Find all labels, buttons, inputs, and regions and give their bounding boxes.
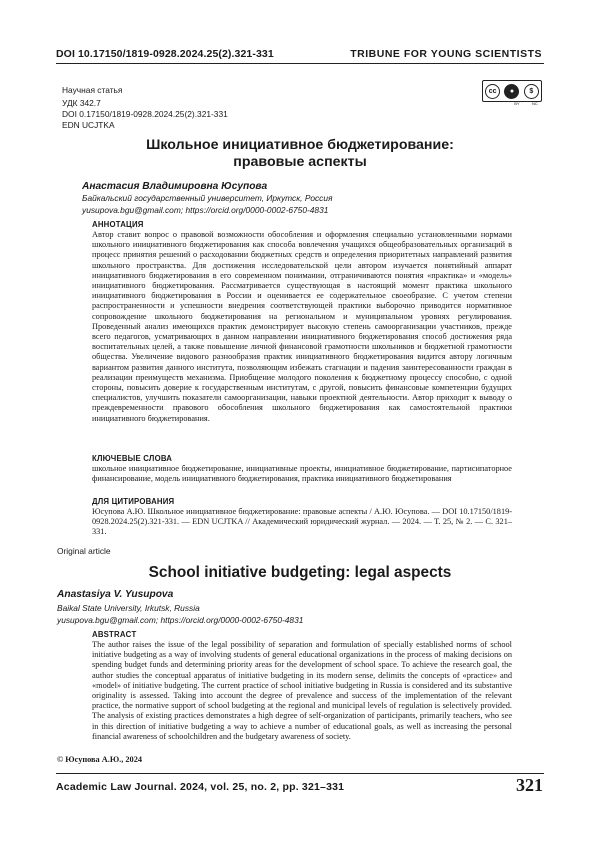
author-contact-ru[interactable]: yusupova.bgu@gmail.com; https://orcid.org/0000-0002-6750-4831 <box>82 205 329 215</box>
edn-code: EDN UCJTKA <box>62 120 115 130</box>
author-name-en: Anastasiya V. Yusupova <box>57 589 174 600</box>
author-affiliation-ru: Байкальский государственный университет, Иркутск, Россия <box>82 193 333 203</box>
header-rule <box>56 63 544 64</box>
footer-rule <box>56 773 544 774</box>
meta-doi: DOI 0.17150/1819-0928.2024.25(2).321-331 <box>62 109 228 119</box>
abstract-text-ru: Автор ставит вопрос о правовой возможности обособления и оформления специально установленными нормами школьного инициативного бюджетирования как способа вовлечения учащихся общеобразовательных организаций в процесс принятия решений о расходовании бюджетных средств и определения приоритетных направлений развития школьного пространства. Для достижения исследовательской цели автором изучается понятийный аппарат инициативного бюджетирования в его современном понимании, отграничиваются понятия «практика» и «модель» инициативного бюджетирования. Рассматривается существующая в настоящий момент практика школьного инициативного бюджетирования в России и оценивается ее содержательное своеобразие. С учетом степени распространенности и успешности внедрения соответствующей практики выборочно приводится нормативное сопровождение школьного бюджетирования на региональном и муниципальном уровнях регулирования. Проведенный анализ имеющихся практик демонстрирует высокую степень самоорганизации участников, прежде всего педагогов, усматривающих в данном направлении инициативного бюджетирования способ достижения ряда воспитательных целей, а также повышение личной финансовой грамотности школьников и бюджетной грамотности общества. Увеличение видового разнообразия практик инициативного бюджетирования видится автору логичным вариантом развития данного института, позволяющим избежать стагнации и падения заинтересованности граждан в реализации преимуществ механизма. Приобщение молодого поколения к бюджетному процессу способно, с одной стороны, повысить доверие к государственным институтам, с другой, повысить финансовые компетенции будущих специалистов, улучшить показатели самоорганизации, навыки проектной деятельности. Автор приходит к выводу о преждевременности правового обособления школьного бюджетирования как самостоятельной практики инициативного бюджетирования. <box>92 230 512 423</box>
attribution-icon: ● <box>504 84 519 99</box>
author-name-ru: Анастасия Владимировна Юсупова <box>82 181 268 192</box>
cc-icon: cc <box>485 84 500 99</box>
cc-license-badge[interactable] <box>482 80 542 102</box>
keywords-text-ru: школьное инициативное бюджетирование, инициативные проекты, инициативное бюджетирование, партисипаторное финансирование, модель инициативного бюджетирования, практика инициативного бюджетирования <box>92 464 512 484</box>
abstract-heading-ru: АННОТАЦИЯ <box>92 220 144 229</box>
article-title-en: School initiative budgeting: legal aspects <box>148 564 452 581</box>
article-title-ru <box>60 137 540 171</box>
title-ru-line1: Школьное инициативное бюджетирование: <box>146 137 454 153</box>
article-type-en: Original article <box>57 546 111 556</box>
author-contact-en[interactable]: yusupova.bgu@gmail.com; https://orcid.org/0000-0002-6750-4831 <box>57 615 304 625</box>
keywords-heading-ru: КЛЮЧЕВЫЕ СЛОВА <box>92 454 173 463</box>
copyright-notice: © Юсупова А.Ю., 2024 <box>57 755 142 764</box>
attribution-label: BY <box>514 101 520 106</box>
page-number: 321 <box>516 775 543 795</box>
abstract-heading-en: ABSTRACT <box>92 630 137 639</box>
title-ru-line2: правовые аспекты <box>233 154 367 170</box>
udk-code: УДК 342.7 <box>62 98 101 108</box>
header-doi: DOI 10.17150/1819-0928.2024.25(2).321-331 <box>56 48 274 60</box>
citation-heading-ru: ДЛЯ ЦИТИРОВАНИЯ <box>92 497 175 506</box>
author-affiliation-en: Baikal State University, Irkutsk, Russia <box>57 603 200 613</box>
header-journal-name: TRIBUNE FOR YOUNG SCIENTISTS <box>350 48 542 60</box>
noncommercial-label: NC <box>532 101 538 106</box>
noncommercial-icon: $ <box>524 84 539 99</box>
footer-journal-citation: Academic Law Journal. 2024, vol. 25, no. 2, pp. 321–331 <box>56 781 345 793</box>
article-type-ru: Научная статья <box>62 85 123 95</box>
cc-license-labels <box>508 101 544 106</box>
abstract-text-en: The author raises the issue of the legal possibility of separation and formulation of specially established norms of school initiative budgeting as a way of involving students of general educational organizations in the process of making decisions on spending budget funds and determining priority areas for the development of school space. To achieve the research goal, the author studies the conceptual apparatus of initiative budgeting in its modern sense, delimits the concepts of «practice» and «model» of initiative budgeting. The current practice of school initiative budgeting in Russia is considered and its substantive originality is assessed. Taking into account the degree of prevalence and success of the implementation of the relevant practice, the normative support of school budgeting at the regional and municipal levels of regulation is selectively provided. The analysis of existing practices demonstrates a high degree of self-organization of participants, primarily teachers, who see in this direction of initiative budgeting a way to achieve a number of educational goals, as well as increasing the personal financial awareness of schoolchildren and the budgetary awareness of society. <box>92 640 512 741</box>
citation-text-ru: Юсупова А.Ю. Школьное инициативное бюджетирование: правовые аспекты / А.Ю. Юсупова. — DOI 10.17150/1819-0928.2024.25(2).321-331. — EDN UCJTKA // Академический юридический журнал. — 2024. — Т. 25, № 2. — С. 321–331. <box>92 507 512 537</box>
